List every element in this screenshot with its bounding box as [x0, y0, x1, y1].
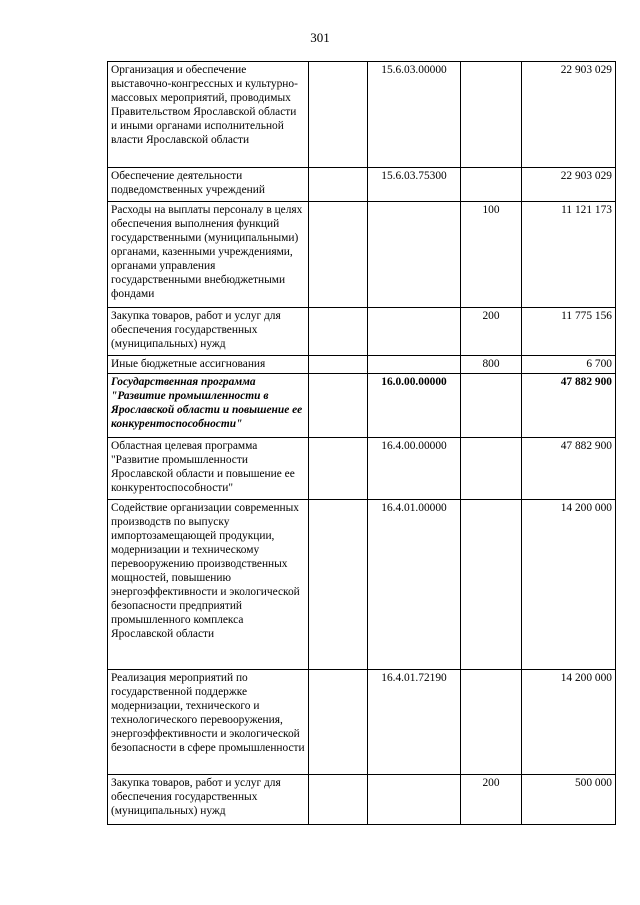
table-row	[108, 374, 616, 438]
row-sum: 11 121 173	[522, 202, 616, 308]
table-row	[108, 356, 616, 374]
row-name: Организация и обеспечение выставочно-конгрессных и культурно-массовых мероприятий, проводимых Правительством Ярославской области и иными органами исполнительной власти Ярославской области	[108, 62, 309, 168]
row-empty-cell	[309, 202, 368, 308]
table-row	[108, 168, 616, 202]
row-empty-cell	[309, 775, 368, 825]
row-empty-cell	[309, 308, 368, 356]
row-sum: 22 903 029	[522, 62, 616, 168]
table-row	[108, 500, 616, 670]
row-name: Закупка товаров, работ и услуг для обеспечения государственных (муниципальных) нужд	[108, 308, 309, 356]
row-name: Расходы на выплаты персоналу в целях обеспечения выполнения функций государственными (муниципальными) органами, казенными учреждениями, органами управления государственными внебюджетными фондами	[108, 202, 309, 308]
row-code: 16.4.01.00000	[368, 500, 461, 670]
row-type	[461, 374, 522, 438]
row-type: 100	[461, 202, 522, 308]
row-name: Реализация мероприятий по государственной поддержке модернизации, технического и технологического перевооружения, энергоэффективности и экологической безопасности в сфере промышленности	[108, 670, 309, 775]
row-type	[461, 62, 522, 168]
row-code: 15.6.03.00000	[368, 62, 461, 168]
table-row	[108, 202, 616, 308]
budget-table	[107, 61, 616, 825]
table-row	[108, 62, 616, 168]
row-type: 200	[461, 775, 522, 825]
row-sum: 11 775 156	[522, 308, 616, 356]
row-empty-cell	[309, 168, 368, 202]
row-sum: 14 200 000	[522, 670, 616, 775]
row-empty-cell	[309, 356, 368, 374]
row-type: 800	[461, 356, 522, 374]
row-code	[368, 775, 461, 825]
row-code: 16.0.00.00000	[368, 374, 461, 438]
row-sum: 47 882 900	[522, 374, 616, 438]
row-code	[368, 308, 461, 356]
row-type	[461, 168, 522, 202]
row-empty-cell	[309, 500, 368, 670]
row-code: 16.4.00.00000	[368, 438, 461, 500]
row-sum: 6 700	[522, 356, 616, 374]
row-type	[461, 500, 522, 670]
row-code	[368, 202, 461, 308]
row-name: Содействие организации современных производств по выпуску импортозамещающей продукции, модернизации и техническому перевооружению производственных мощностей, повышению энергоэффективности и экологической безопасности предприятий промышленного комплекса Ярославской области	[108, 500, 309, 670]
row-name: Обеспечение деятельности подведомственных учреждений	[108, 168, 309, 202]
row-type: 200	[461, 308, 522, 356]
row-sum: 22 903 029	[522, 168, 616, 202]
row-code: 16.4.01.72190	[368, 670, 461, 775]
row-code	[368, 356, 461, 374]
row-sum: 47 882 900	[522, 438, 616, 500]
row-code: 15.6.03.75300	[368, 168, 461, 202]
table-row	[108, 438, 616, 500]
row-sum: 14 200 000	[522, 500, 616, 670]
row-name: Областная целевая программа "Развитие промышленности Ярославской области и повышение ее конкурентоспособности"	[108, 438, 309, 500]
table-row	[108, 775, 616, 825]
row-sum: 500 000	[522, 775, 616, 825]
table-row	[108, 308, 616, 356]
row-empty-cell	[309, 62, 368, 168]
row-type	[461, 438, 522, 500]
row-name: Иные бюджетные ассигнования	[108, 356, 309, 374]
row-name: Государственная программа "Развитие промышленности в Ярославской области и повышение ее конкурентоспособности"	[108, 374, 309, 438]
table-row	[108, 670, 616, 775]
row-empty-cell	[309, 438, 368, 500]
page-number: 301	[310, 30, 330, 45]
row-name: Закупка товаров, работ и услуг для обеспечения государственных (муниципальных) нужд	[108, 775, 309, 825]
row-empty-cell	[309, 670, 368, 775]
row-type	[461, 670, 522, 775]
row-empty-cell	[309, 374, 368, 438]
